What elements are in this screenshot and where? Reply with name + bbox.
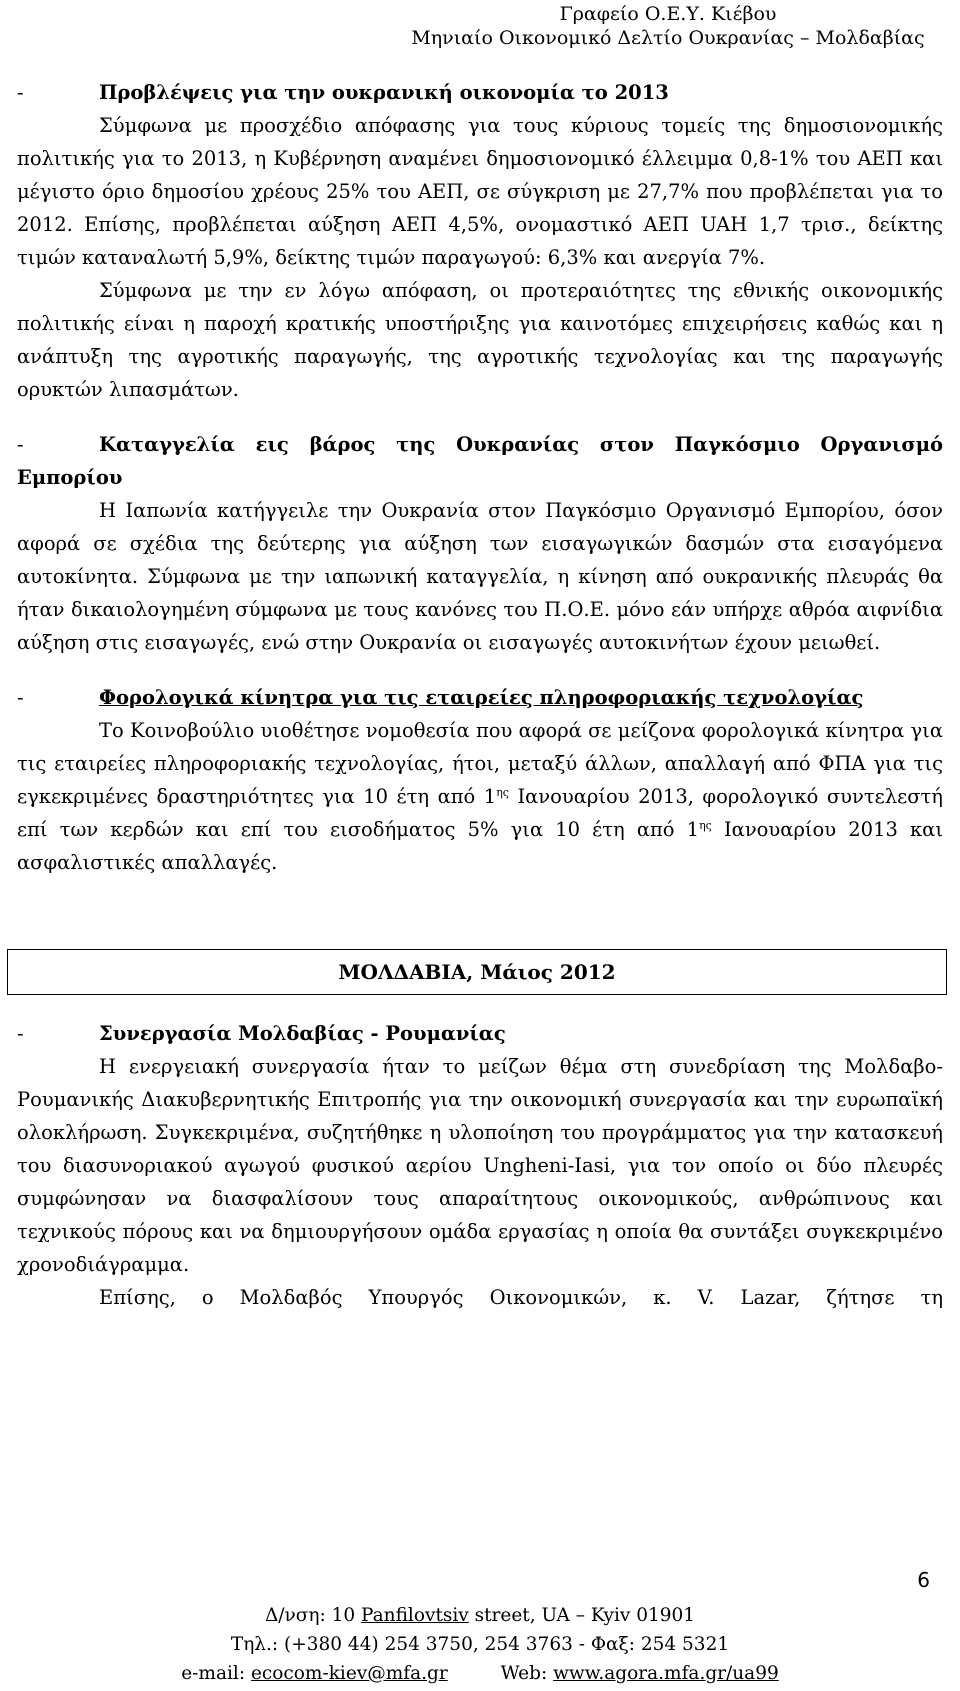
bullet-dash: - xyxy=(17,433,24,456)
moldova-section-heading: ΜΟΛΔΑΒΙΑ, Μάιος 2012 xyxy=(7,949,947,995)
paragraph: Η Ιαπωνία κατήγγειλε την Ουκρανία στον Παγκόσμιο Οργανισμό Εμπορίου, όσον αφορά σε σχέδια της δεύτερης για αύξηση των εισαγωγικών δασμών στα εισαγόμενα αυτοκίνητα. Σύμφωνα με την ιαπωνική καταγγελία, η κίνηση από ουκρανικής πλευράς θα ήταν δικαιολογημένη σύμφωνα με τους κανόνες του Π.Ο.Ε. μόνο εάν υπήρχε αθρόα αιφνίδια αύξηση στις εισαγωγές, ενώ στην Ουκρανία οι εισαγωγές αυτοκινήτων έχουν μειωθεί. xyxy=(17,499,943,654)
header-bulletin: Μηνιαίο Οικονομικό Δελτίο Ουκρανίας – Μολδαβίας xyxy=(411,27,925,49)
bullet-dash: - xyxy=(17,686,24,709)
superscript: ης xyxy=(496,786,509,799)
page-number: 6 xyxy=(917,1568,930,1592)
footer-phone: Τηλ.: (+380 44) 254 3750, 254 3763 - Φαξ: 254 5321 xyxy=(230,1634,730,1655)
paragraph: Η ενεργειακή συνεργασία ήταν το μείζων θέμα στη συνεδρίαση της Μολδαβο-Ρουμανικής Διακυβερνητικής Επιτροπής για την οικονομική συνεργασία και την ευρωπαϊκή ολοκλήρωση. Συγκεκριμένα, συζητήθηκε η υλοποίηση του προγράμματος για την κατασκευή του διασυνοριακού αγωγού φυσικού αερίου Ungheni-Iasi, για τον οποίο οι δύο πλευρές συμφώνησαν να διασφαλίσουν τους απαραίτητους οικονομικούς, ανθρώπινους και τεχνικούς πόρους και να δημιουργήσουν ομάδα εργασίας η οποία θα συντάξει συγκεκριμένο χρονοδιάγραμμα. xyxy=(17,1055,943,1276)
paragraph: Επίσης, ο Μολδαβός Υπουργός Οικονομικών, κ. V. Lazar, ζήτησε τη xyxy=(99,1286,943,1309)
email-link[interactable]: ecocom-kiev@mfa.gr xyxy=(250,1663,448,1684)
section-title-wto-complaint: - Καταγγελία εις βάρος της Ουκρανίας στον Παγκόσμιο Οργανισμό Εμπορίου xyxy=(17,428,943,494)
page-footer xyxy=(140,1601,820,1688)
section-title-it-tax-incentives: - Φορολογικά κίνητρα για τις εταιρείες πληροφοριακής τεχνολογίας xyxy=(17,681,943,714)
superscript: ης xyxy=(699,819,712,832)
footer-contacts: e-mail: ecocom-kiev@mfa.gr Web: www.agora.mfa.gr/ua99 xyxy=(181,1663,779,1684)
paragraph: Σύμφωνα με προσχέδιο απόφασης για τους κύριους τομείς της δημοσιονομικής πολιτικής για το 2013, η Κυβέρνηση αναμένει δημοσιονομικό έλλειμμα 0,8-1% του ΑΕΠ και μέγιστο όριο δημοσίου χρέους 25% του ΑΕΠ, σε σύγκριση με 27,7% που προβλέπεται για το 2012. Επίσης, προβλέπεται αύξηση ΑΕΠ 4,5%, ονομαστικό ΑΕΠ UAH 1,7 τρισ., δείκτης τιμών καταναλωτή 5,9%, δείκτης τιμών παραγωγού: 6,3% και ανεργία 7%. xyxy=(17,114,943,269)
footer-address: Δ/νση: 10 Panfilovtsiv street, UA – Kyiv 01901 xyxy=(264,1605,696,1626)
website-link[interactable]: www.agora.mfa.gr/ua99 xyxy=(553,1663,779,1684)
section-title-moldova-romania: - Συνεργασία Μολδαβίας - Ρουμανίας xyxy=(17,1017,943,1050)
header-office: Γραφείο Ο.Ε.Υ. Κιέβου xyxy=(559,3,777,25)
paragraph: Το Κοινοβούλιο υιοθέτησε νομοθεσία που αφορά σε μείζονα φορολογικά κίνητρα για τις εταιρείες πληροφοριακής τεχνολογίας, ήτοι, μεταξύ άλλων, απαλλαγή από ΦΠΑ για τις εγκεκριμένες δραστηριότητες για 10 έτη από $1^{\eta\varsigma}$ Ιανουαρίου 2013, φορολογικό συντελεστή επί των κερδών και επί του εισοδήματος 5% για 10 έτη από $1^{\eta\varsigma}$ Ιανουαρίου 2013 και ασφαλιστικές απαλλαγές. xyxy=(17,719,943,874)
document-body xyxy=(17,76,943,1314)
bullet-dash: - xyxy=(17,81,24,104)
page-header xyxy=(388,2,948,50)
bullet-dash: - xyxy=(17,1022,24,1045)
section-title-ukraine-forecast: - Προβλέψεις για την ουκρανική οικονομία το 2013 xyxy=(17,76,943,109)
paragraph: Σύμφωνα με την εν λόγω απόφαση, οι προτεραιότητες της εθνικής οικονομικής πολιτικής είναι η παροχή κρατικής υποστήριξης για καινοτόμες επιχειρήσεις καθώς και η ανάπτυξη της αγροτικής παραγωγής, της αγροτικής τεχνολογίας και της παραγωγής ορυκτών λιπασμάτων. xyxy=(17,279,943,401)
